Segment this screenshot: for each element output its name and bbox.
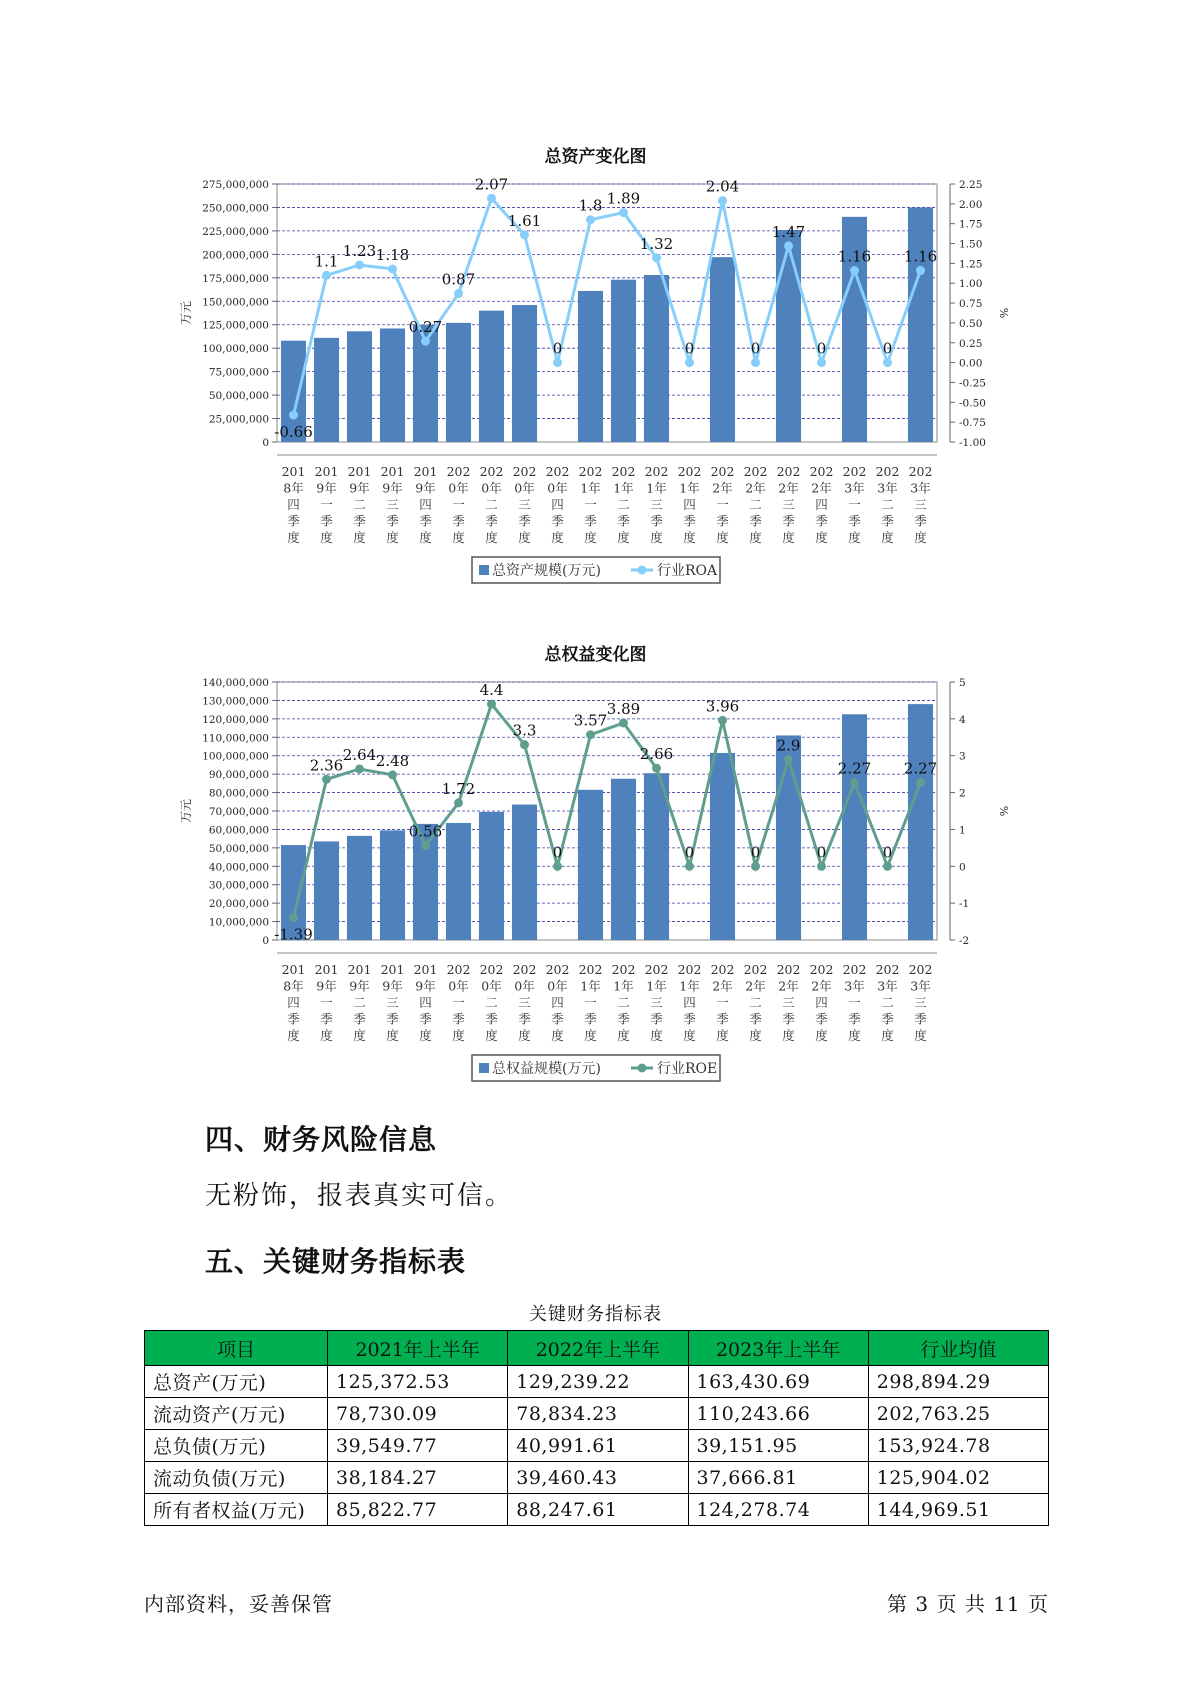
line-point [850,778,859,787]
bar [578,291,603,442]
category-label: 201 9年三季度 [380,464,405,545]
category-label: 202 3年二季度 [875,962,900,1043]
category-label: 201 9年三季度 [380,962,405,1043]
line-point [784,755,793,764]
data-label: 3.96 [705,697,740,716]
data-label: 1.47 [771,222,806,241]
bar [908,207,933,442]
line-point [685,862,694,871]
data-label: 0.87 [441,270,476,289]
bar [479,812,504,940]
table-row [145,1462,1049,1494]
right-tick-label: 2.25 [959,179,983,191]
bar [611,280,636,442]
line-point [421,337,430,346]
table-cell: 110,243.66 [688,1398,868,1430]
right-tick-label: 1.25 [959,258,983,271]
data-label: 2.48 [375,751,410,770]
left-tick-label: 75,000,000 [208,366,269,379]
right-tick-label: 0.00 [959,357,983,370]
data-label: 3.57 [573,711,608,730]
data-label: 1.18 [375,245,410,264]
line-point [817,862,826,871]
category-label: 202 0年三季度 [512,962,537,1043]
bar [479,311,504,442]
category-label: 202 0年三季度 [512,464,537,545]
bar [644,275,669,442]
line-point [883,358,892,367]
table-cell: 88,247.61 [508,1494,688,1526]
legend-line-label: 行业ROE [657,1061,718,1077]
left-tick-label: 80,000,000 [208,787,269,800]
table-cell: 129,239.22 [508,1366,688,1398]
category-label: 202 3年一季度 [842,962,867,1043]
left-tick-label: 60,000,000 [208,824,269,837]
header-2022: 2022年上半年 [508,1331,688,1366]
data-label: 0 [750,843,761,862]
left-axis-label: 万元 [179,300,193,326]
left-tick-label: 175,000,000 [202,272,269,285]
category-label: 202 2年一季度 [710,962,735,1043]
line-point [454,289,463,298]
category-label: 201 9年二季度 [347,464,372,545]
data-label: 1.16 [903,247,938,266]
left-tick-label: 100,000,000 [202,750,269,763]
bar [512,805,537,940]
left-tick-label: 250,000,000 [202,202,269,215]
legend-bar-swatch [479,1063,489,1073]
left-tick-label: 100,000,000 [202,343,269,356]
category-label: 202 1年三季度 [644,464,669,545]
category-label: 201 8年四季度 [281,962,306,1043]
bar [347,331,372,442]
line-point [553,358,562,367]
table-cell: 153,924.78 [868,1430,1048,1462]
data-label: 4.4 [479,681,504,700]
category-label: 201 9年四季度 [413,962,438,1043]
bar [611,779,636,940]
row-label: 流动资产(万元) [145,1398,328,1430]
right-axis-label: % [997,805,1010,817]
left-tick-label: 50,000,000 [208,390,269,403]
table-cell: 125,904.02 [868,1462,1048,1494]
table-cell: 298,894.29 [868,1366,1048,1398]
category-label: 202 0年四季度 [545,464,570,545]
bar [380,328,405,442]
data-label: 1.32 [639,234,674,253]
category-label: 202 1年二季度 [611,962,636,1043]
data-label: -1.39 [274,925,313,944]
category-label: 202 1年二季度 [611,464,636,545]
row-label: 流动负债(万元) [145,1462,328,1494]
line-point [619,208,628,217]
table-row [145,1366,1049,1398]
right-tick-label: 0.75 [959,298,983,311]
right-tick-label: 1.75 [959,218,983,231]
left-tick-label: 225,000,000 [202,225,269,238]
legend-line-marker [638,1064,647,1073]
bar [776,735,801,940]
left-tick-label: 30,000,000 [208,879,269,892]
bar [446,823,471,940]
data-label: -0.66 [274,423,313,442]
left-tick-label: 120,000,000 [202,713,269,726]
data-label: 2.66 [639,745,674,764]
category-label: 202 0年一季度 [446,962,471,1043]
data-label: 3.3 [512,721,537,740]
bar [512,305,537,442]
right-tick-label: 0 [959,861,966,874]
data-label: 1.23 [342,241,377,260]
data-label: 2.9 [776,736,801,755]
line-point [289,913,298,922]
category-label: 202 1年一季度 [578,962,603,1043]
left-tick-label: 10,000,000 [208,916,269,929]
section5-heading: 五、关键财务指标表 [205,1245,467,1278]
table-cell: 202,763.25 [868,1398,1048,1430]
left-tick-label: 20,000,000 [208,898,269,911]
line-point [454,798,463,807]
category-label: 202 0年二季度 [479,464,504,545]
line-point [322,775,331,784]
category-label: 202 0年一季度 [446,464,471,545]
line-point [487,700,496,709]
header-2021: 2021年上半年 [328,1331,508,1366]
bar [710,257,735,442]
footer-page-number: 第 3 页 共 11 页 [887,1592,1049,1616]
footer-left: 内部资料，妥善保管 [144,1592,333,1616]
left-tick-label: 25,000,000 [208,413,269,426]
line-point [586,730,595,739]
data-label: 1.61 [507,211,542,230]
legend-line-label: 行业ROA [657,563,718,579]
category-label: 202 2年三季度 [776,962,801,1043]
right-tick-label: 5 [959,677,966,689]
section4-text: 无粉饰，报表真实可信。 [205,1181,514,1211]
table-header-row [145,1331,1049,1366]
line-point [652,764,661,773]
right-tick-label: 3 [959,750,966,763]
header-2023: 2023年上半年 [688,1331,868,1366]
table-row [145,1430,1049,1462]
left-tick-label: 125,000,000 [202,319,269,332]
bar [446,323,471,442]
category-label: 202 2年二季度 [743,464,768,545]
legend-line-marker [638,566,647,575]
left-tick-label: 110,000,000 [202,732,269,745]
line-point [619,718,628,727]
right-tick-label: -2 [959,935,970,947]
section4-heading: 四、财务风险信息 [205,1123,438,1156]
right-tick-label: 4 [959,713,966,726]
left-tick-label: 50,000,000 [208,842,269,855]
table-cell: 144,969.51 [868,1494,1048,1526]
category-label: 202 2年四季度 [809,464,834,545]
line-point [388,770,397,779]
data-label: 0 [750,339,761,358]
category-label: 201 8年四季度 [281,464,306,545]
line-point [487,194,496,203]
category-label: 202 0年二季度 [479,962,504,1043]
legend-bar-label: 总资产规模(万元) [492,563,601,579]
category-label: 201 9年二季度 [347,962,372,1043]
line-point [652,253,661,262]
legend-bar-swatch [479,565,489,575]
right-tick-label: 1.50 [959,238,983,251]
table-row [145,1398,1049,1430]
right-tick-label: -1 [959,898,970,911]
category-label: 202 2年三季度 [776,464,801,545]
data-label: 2.04 [705,177,740,196]
data-label: 2.27 [837,759,872,778]
category-label: 201 9年四季度 [413,464,438,545]
data-label: 0.56 [408,822,443,841]
line-point [718,716,727,725]
data-label: 2.27 [903,759,938,778]
left-tick-label: 40,000,000 [208,861,269,874]
table-cell: 124,278.74 [688,1494,868,1526]
table-cell: 78,834.23 [508,1398,688,1430]
table-cell: 125,372.53 [328,1366,508,1398]
line-point [520,230,529,239]
bar [578,790,603,940]
right-tick-label: 0.50 [959,317,983,330]
line-point [817,358,826,367]
data-label: 1.89 [606,189,641,208]
header-industry-avg: 行业均值 [868,1331,1048,1366]
category-label: 202 1年四季度 [677,464,702,545]
header-item: 项目 [145,1331,328,1366]
line-point [685,358,694,367]
line-point [850,266,859,275]
data-label: 0 [684,843,695,862]
bar [842,714,867,940]
line-point [421,841,430,850]
data-label: 0 [684,339,695,358]
data-label: 2.36 [309,756,344,775]
total-assets-chart [0,170,1191,590]
line-point [718,196,727,205]
total-equity-chart [0,668,1191,1088]
data-label: 0 [882,843,893,862]
line-point [553,862,562,871]
bar [380,830,405,940]
bar [347,836,372,940]
right-tick-label: -0.75 [959,417,986,430]
right-tick-label: -0.50 [959,397,986,410]
category-label: 202 0年四季度 [545,962,570,1043]
line-point [916,778,925,787]
table-row [145,1494,1049,1526]
line-point [388,264,397,273]
left-tick-label: 90,000,000 [208,769,269,782]
line-point [916,266,925,275]
line-point [751,862,760,871]
data-label: 2.07 [474,175,509,194]
left-tick-label: 275,000,000 [202,179,269,191]
line-point [883,862,892,871]
category-label: 202 2年二季度 [743,962,768,1043]
category-label: 202 1年一季度 [578,464,603,545]
right-tick-label: 2.00 [959,198,983,211]
table-cell: 85,822.77 [328,1494,508,1526]
line-point [355,764,364,773]
right-tick-label: 0.25 [959,337,983,350]
table-cell: 39,549.77 [328,1430,508,1462]
chart2-title: 总权益变化图 [544,645,647,665]
data-label: 0.27 [408,318,443,337]
category-label: 202 3年三季度 [908,962,933,1043]
right-tick-label: 1 [959,824,966,837]
data-label: 0 [882,339,893,358]
left-tick-label: 140,000,000 [202,677,269,689]
data-label: 0 [816,843,827,862]
row-label: 所有者权益(万元) [145,1494,328,1526]
left-tick-label: 0 [262,437,269,449]
right-tick-label: -0.25 [959,377,986,390]
data-label: 1.8 [578,196,603,215]
line-point [322,271,331,280]
left-tick-label: 200,000,000 [202,249,269,262]
right-tick-label: 2 [959,787,966,800]
key-financial-table [144,1330,1049,1526]
data-label: 3.89 [606,699,641,718]
chart1-title: 总资产变化图 [544,147,647,167]
left-tick-label: 150,000,000 [202,296,269,309]
table-cell: 39,151.95 [688,1430,868,1462]
data-label: 0 [552,843,563,862]
table-caption: 关键财务指标表 [529,1304,662,1325]
line-point [751,358,760,367]
category-label: 202 3年一季度 [842,464,867,545]
category-label: 202 2年四季度 [809,962,834,1043]
right-tick-label: 1.00 [959,278,983,291]
line-point [586,215,595,224]
category-label: 202 3年三季度 [908,464,933,545]
bar [776,230,801,442]
category-label: 201 9年一季度 [314,464,339,545]
row-label: 总负债(万元) [145,1430,328,1462]
bar [710,753,735,940]
left-tick-label: 0 [262,935,269,947]
line-point [355,260,364,269]
table-cell: 163,430.69 [688,1366,868,1398]
data-label: 1.1 [314,252,339,271]
category-label: 202 2年一季度 [710,464,735,545]
bar [314,338,339,442]
right-axis-label: % [997,307,1010,319]
left-tick-label: 70,000,000 [208,806,269,818]
table-cell: 78,730.09 [328,1398,508,1430]
category-label: 202 1年三季度 [644,962,669,1043]
category-label: 202 1年四季度 [677,962,702,1043]
data-label: 0 [552,339,563,358]
table-cell: 38,184.27 [328,1462,508,1494]
table-cell: 39,460.43 [508,1462,688,1494]
right-tick-label: -1.00 [959,437,986,449]
data-label: 1.16 [837,247,872,266]
line-point [784,241,793,250]
data-label: 0 [816,339,827,358]
left-tick-label: 130,000,000 [202,695,269,708]
category-label: 202 3年二季度 [875,464,900,545]
line-point [520,740,529,749]
table-cell: 40,991.61 [508,1430,688,1462]
table-cell: 37,666.81 [688,1462,868,1494]
left-axis-label: 万元 [179,798,193,824]
bar [908,704,933,940]
data-label: 2.64 [342,745,377,764]
bar [314,841,339,940]
line-point [289,411,298,420]
row-label: 总资产(万元) [145,1366,328,1398]
legend-bar-label: 总权益规模(万元) [492,1061,601,1077]
data-label: 1.72 [441,779,476,798]
category-label: 201 9年一季度 [314,962,339,1043]
